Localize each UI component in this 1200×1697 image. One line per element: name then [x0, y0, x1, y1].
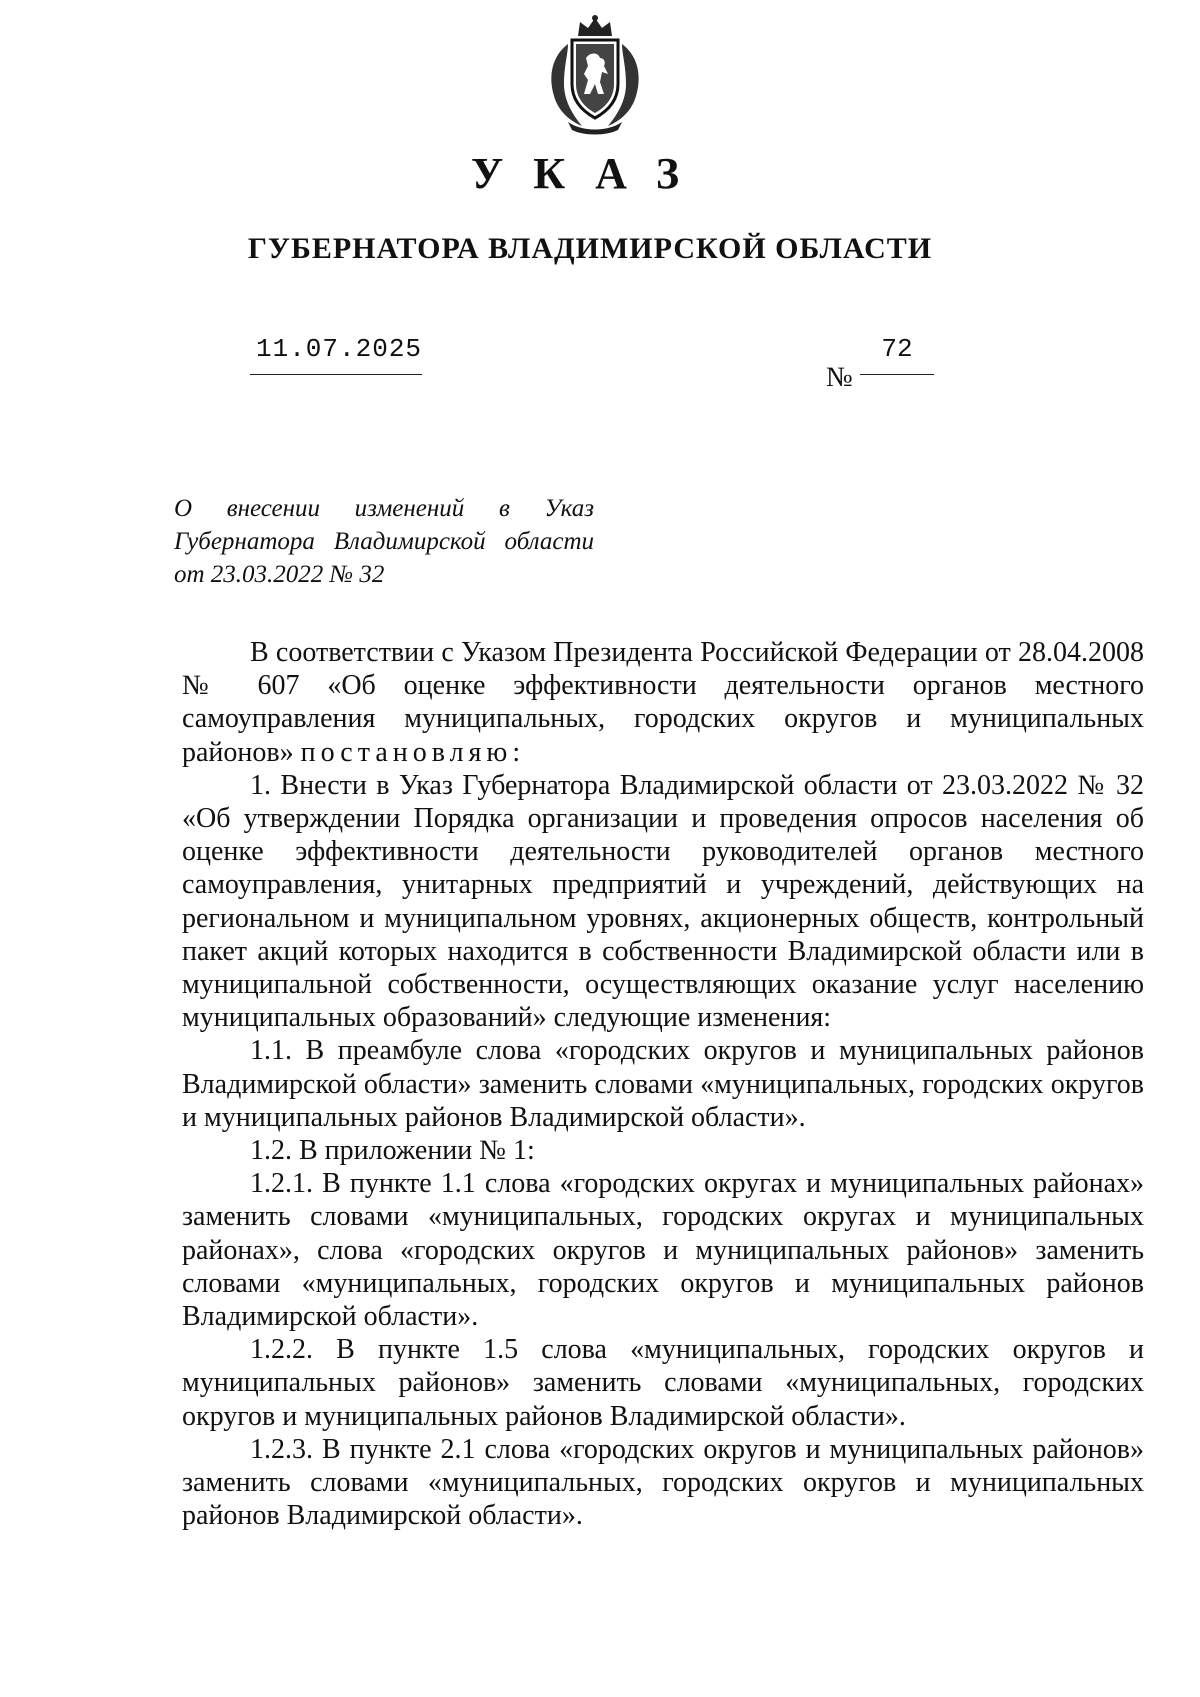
paragraph-1-2-3: 1.2.3. В пункте 2.1 слова «городских округов и муниципальных районов» заменить словами «муниципальных, городских округов и муниципальных районов Владимирской области». [182, 1433, 1144, 1532]
issuing-authority: ГУБЕРНАТОРА ВЛАДИМИРСКОЙ ОБЛАСТИ [247, 232, 933, 265]
preamble [182, 636, 1144, 769]
subject-line: от 23.03.2022 № 32 [174, 561, 385, 588]
decree-subject [174, 492, 594, 591]
paragraph-1-1: 1.1. В преамбуле слова «городских округов и муниципальных районов Владимирской области» заменить словами «муниципальных, городских округов и муниципальных районов Владимирской области». [182, 1035, 1144, 1133]
number-label: № [826, 362, 853, 393]
subject-line: Губернатора Владимирской области [174, 528, 594, 555]
decree-title: УКАЗ [470, 149, 710, 198]
number-field [860, 334, 934, 375]
paragraph-1-2-2: 1.2.2. В пункте 1.5 слова «муниципальных, городских округов и муниципальных районов» заменить словами «муниципальных, городских округов и муниципальных районов Владимирской области». [182, 1334, 1144, 1432]
decree-body [182, 636, 1144, 1532]
coat-of-arms-icon [538, 14, 652, 136]
preamble-verb: постановляю: [300, 736, 526, 768]
paragraph-1-2-1: 1.2.1. В пункте 1.1 слова «городских округах и муниципальных районах» заменить словами «муниципальных, городских округах и муниципальных районах», слова «городских округов и муниципальных районов» заменить словами «муниципальных, городских округов и муниципальных районов Владимирской области». [182, 1168, 1144, 1333]
preamble-text: В соответствии с Указом Президента Российской Федерации от 28.04.2008 № 607 «Об оценке эффективности деятельности органов местного самоуправления муниципальных, городских округов и муниципальных районов» [182, 637, 1144, 768]
date-field [250, 334, 422, 375]
decree-date: 11.07.2025 [256, 334, 423, 364]
paragraph-1: 1. Внести в Указ Губернатора Владимирской области от 23.03.2022 № 32 «Об утверждении Порядка организации и проведения опросов населения об оценке эффективности деятельности руководителей органов местного самоуправления, унитарных предприятий и учреждений, действующих на региональном и муниципальном уровнях, акционерных обществ, контрольный пакет акций которых находится в собственности Владимирской области или в муниципальной собственности, осуществляющих оказание услуг населению муниципальных образований» следующие изменения: [182, 769, 1144, 1034]
paragraph-1-2: 1.2. В приложении № 1: [250, 1135, 535, 1167]
subject-line: О внесении изменений в Указ [174, 495, 594, 522]
decree-number: 72 [881, 334, 913, 364]
